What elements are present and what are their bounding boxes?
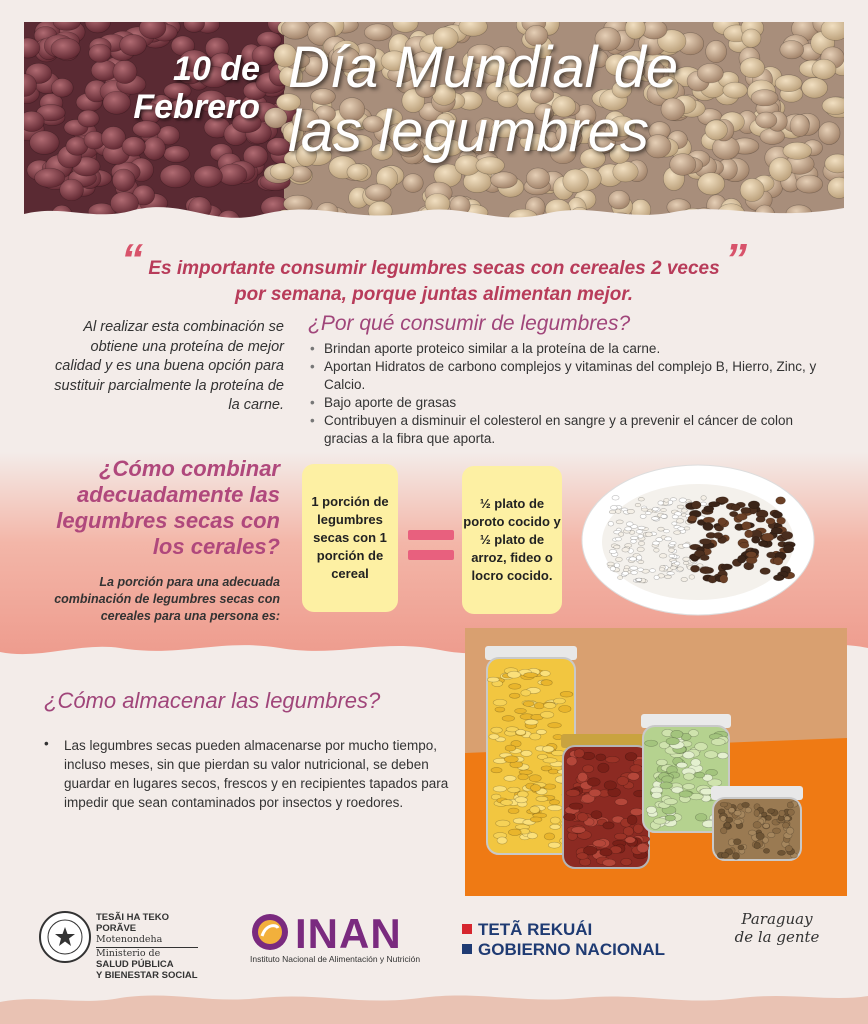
flag-red-square bbox=[462, 924, 472, 934]
combine-heading: ¿Cómo combinar adecuadamente las legumbres secas con los cerales? bbox=[56, 456, 280, 559]
ministry-line-3: Motenondeha bbox=[96, 934, 163, 945]
key-message bbox=[100, 235, 768, 308]
title-line-1: Día Mundial de bbox=[288, 35, 679, 100]
date-line-1: 10 de bbox=[173, 50, 260, 88]
slogan-line-1: Paraguay bbox=[741, 910, 813, 928]
rice-and-beans-plate-image bbox=[580, 462, 816, 618]
portion-box-rule-text: 1 porción de legumbres secas con 1 porción de cereal bbox=[311, 494, 389, 581]
title-line-2: las legumbres bbox=[288, 99, 650, 164]
quote-line-2: por semana, porque juntas alimentan mejor. bbox=[234, 284, 634, 305]
flag-blue-square bbox=[462, 944, 472, 954]
gov-line-2: GOBIERNO NACIONAL bbox=[478, 940, 665, 959]
inan-full-name: Instituto Nacional de Alimentación y Nutrición bbox=[250, 954, 421, 964]
inan-logo-icon bbox=[250, 912, 290, 952]
list-item: • Aportan Hidratos de carbono complejos y vitaminas del complejo B, Hierro, Zinc, y Calcio. bbox=[308, 358, 818, 394]
storage-bullet: • bbox=[44, 736, 49, 751]
list-item: • Contribuyen a disminuir el colesterol en sangre y a prevenir el cáncer de colon gracias a la fibra que aporta. bbox=[308, 412, 818, 448]
equals-sign-bottom bbox=[408, 550, 454, 560]
jars-image bbox=[465, 628, 847, 896]
ministry-line-5: SALUD PÚBLICA bbox=[96, 959, 174, 970]
ministry-line-4: Ministerio de bbox=[96, 947, 198, 959]
page-title bbox=[288, 36, 678, 164]
storage-text: Las legumbres secas pueden almacenarse por mucho tiempo, incluso meses, sin que pierdan su valor nutricional, se deben guardar en lugares secos, frescos y en recipientes tapados para impedir que sean contaminados por insectos y roedores. bbox=[64, 738, 449, 810]
list-item: • Brindan aporte proteico similar a la proteína de la carne. bbox=[308, 340, 818, 358]
quote-line-1: Es importante consumir legumbres secas con cereales 2 veces bbox=[148, 258, 720, 279]
gov-line-1: TETÃ REKUÁI bbox=[478, 920, 593, 939]
slogan-line-2: de la gente bbox=[734, 928, 820, 946]
equals-sign-top bbox=[408, 530, 454, 540]
combination-note: Al realizar esta combinación se obtiene una proteína de mejor calidad y es una buena opción para sustituir parcialmente la proteína de la carne. bbox=[54, 319, 284, 413]
ministry-line-1: TESÃI HA TEKO bbox=[96, 912, 170, 923]
open-quote-mark: “ bbox=[121, 235, 144, 284]
why-list bbox=[308, 340, 818, 448]
government-logo-text bbox=[478, 920, 665, 960]
ministry-line-2: PORÃVE bbox=[96, 923, 137, 934]
list-item: • Bajo aporte de grasas bbox=[308, 394, 818, 412]
close-quote-mark: ” bbox=[724, 235, 747, 284]
portion-note: La porción para una adecuada combinación de legumbres secas con cereales para una persona es: bbox=[54, 575, 280, 623]
why-heading: ¿Por qué consumir de legumbres? bbox=[308, 312, 631, 335]
storage-heading: ¿Cómo almacenar las legumbres? bbox=[44, 688, 381, 713]
portion-box-rule bbox=[302, 464, 398, 612]
event-date bbox=[100, 50, 260, 126]
portion-box-example-text: ½ plato de poroto cocido y ½ plato de arroz, fideo o locro cocido. bbox=[463, 496, 561, 583]
paraguay-slogan bbox=[712, 910, 842, 946]
ministry-logo-text bbox=[96, 912, 198, 981]
portion-box-example bbox=[462, 466, 562, 614]
date-line-2: Febrero bbox=[133, 88, 260, 126]
inan-logo-text: INAN bbox=[295, 910, 402, 957]
national-seal-icon bbox=[38, 910, 92, 964]
ministry-line-6: Y BIENESTAR SOCIAL bbox=[96, 970, 198, 981]
bottom-beans-strip bbox=[0, 990, 868, 1024]
